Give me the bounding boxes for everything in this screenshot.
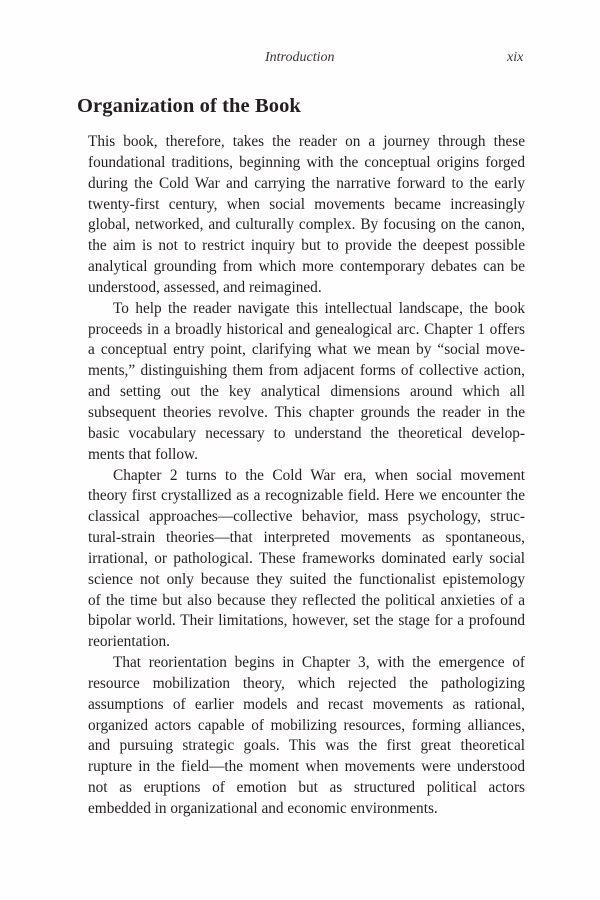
text-line: during the Cold War and carrying the narrative forward to the early bbox=[88, 174, 525, 192]
text-line: twenty-first century, when social movements became increasingly bbox=[88, 195, 525, 213]
text-line: bipolar world. Their limitations, however, set the stage for a profound bbox=[88, 612, 525, 630]
text-line: basic vocabulary necessary to understand the theoretical develop- bbox=[88, 424, 525, 442]
text-line: irrational, or pathological. These frameworks dominated early social bbox=[88, 549, 525, 567]
text-line: not as eruptions of emotion but as structured political actors bbox=[88, 779, 525, 797]
text-line: global, networked, and culturally complex. By focusing on the canon, bbox=[88, 216, 525, 234]
running-head-title: Introduction bbox=[265, 50, 335, 65]
body-text bbox=[88, 132, 525, 820]
text-line: understood, assessed, and reimagined. bbox=[88, 278, 322, 296]
text-line: analytical grounding from which more contemporary debates can be bbox=[88, 258, 525, 276]
text-line: tural-strain theories—that interpreted movements as spontaneous, bbox=[88, 529, 525, 547]
text-line: ments that follow. bbox=[88, 445, 198, 463]
text-line: ments,” distinguishing them from adjacent forms of collective action, bbox=[88, 362, 525, 380]
text-line: embedded in organizational and economic environments. bbox=[88, 800, 438, 817]
text-line: subsequent theories revolve. This chapter grounds the reader in the bbox=[88, 403, 525, 421]
paragraph-4 bbox=[88, 653, 525, 820]
paragraph-2 bbox=[88, 299, 525, 466]
text-line: foundational traditions, beginning with the conceptual origins forged bbox=[88, 153, 525, 171]
section-heading: Organization of the Book bbox=[77, 95, 301, 117]
text-line: To help the reader navigate this intellectual landscape, the book bbox=[113, 299, 525, 317]
text-line: assumptions of earlier models and recast movements as rational, bbox=[88, 695, 525, 713]
page-number: xix bbox=[507, 50, 524, 65]
text-line: the aim is not to restrict inquiry but to provide the deepest possible bbox=[88, 237, 525, 255]
text-line: reorientation. bbox=[88, 633, 170, 651]
text-line: proceeds in a broadly historical and genealogical arc. Chapter 1 offers bbox=[88, 320, 525, 338]
text-line: organized actors capable of mobilizing resources, forming alliances, bbox=[88, 716, 525, 734]
text-line: That reorientation begins in Chapter 3, with the emergence of bbox=[113, 654, 525, 672]
paragraph-3 bbox=[88, 466, 525, 654]
text-line: and setting out the key analytical dimensions around which all bbox=[88, 383, 525, 401]
text-line: theory first crystallized as a recognizable field. Here we encounter the bbox=[88, 487, 525, 505]
text-line: of the time but also because they reflected the political anxieties of a bbox=[88, 591, 525, 609]
text-line: resource mobilization theory, which rejected the pathologizing bbox=[88, 674, 525, 692]
text-line: classical approaches—collective behavior, mass psychology, struc- bbox=[88, 508, 525, 526]
text-line: This book, therefore, takes the reader on a journey through these bbox=[88, 133, 525, 150]
text-line: science not only because they suited the functionalist epistemology bbox=[88, 570, 525, 588]
text-line: and pursuing strategic goals. This was the first great theoretical bbox=[88, 737, 525, 755]
text-line: a conceptual entry point, clarifying what we mean by “social move- bbox=[88, 341, 525, 359]
text-line: rupture in the field—the moment when movements were understood bbox=[88, 758, 525, 776]
text-line: Chapter 2 turns to the Cold War era, when social movement bbox=[113, 466, 525, 484]
running-head bbox=[0, 50, 600, 70]
paragraph-1 bbox=[88, 132, 525, 299]
